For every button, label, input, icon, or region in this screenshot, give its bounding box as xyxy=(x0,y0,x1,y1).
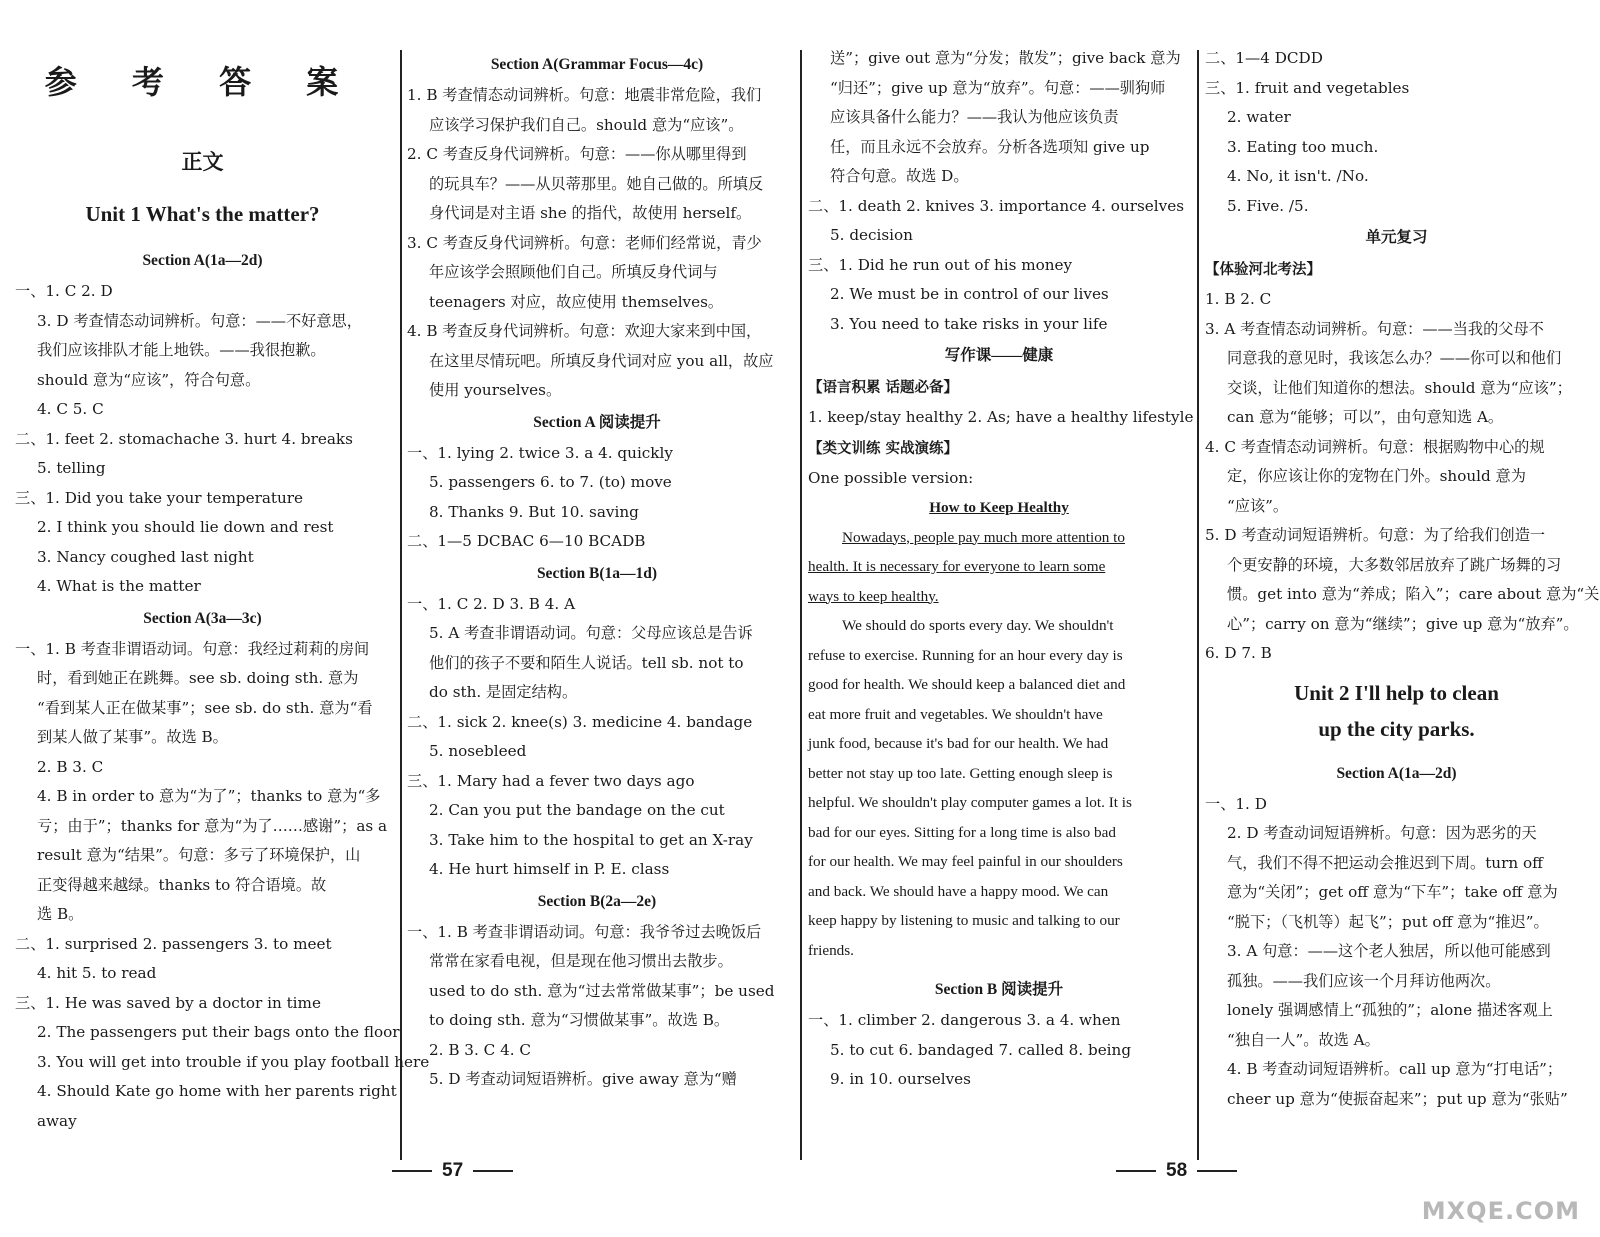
answer-line: 4. B in order to 意为“为了”；thanks to 意为“多 xyxy=(37,787,381,805)
column-divider xyxy=(400,50,402,1160)
answer-line: “应该”。 xyxy=(1227,496,1289,515)
essay-body xyxy=(808,611,1190,965)
essay-line: We should do sports every day. We shouldn't xyxy=(842,617,1114,634)
answer-line: 3. Nancy coughed last night xyxy=(37,547,254,566)
essay-line: eat more fruit and vegetables. We shouldn't have xyxy=(808,705,1103,723)
answer-line: 2. We must be in control of our lives xyxy=(830,285,1109,303)
answer-line: 3. You need to take risks in your life xyxy=(830,314,1108,333)
section-heading: Section B(1a—1d) xyxy=(536,564,658,582)
answer-line: 8. Thanks 9. But 10. saving xyxy=(429,502,639,521)
answer-line: 身代词是对主语 she 的指代，故使用 herself。 xyxy=(429,204,752,222)
answer-line: 二、1. death 2. knives 3. importance 4. ourselves xyxy=(808,196,1184,215)
answer-line: 2. I think you should lie down and rest xyxy=(37,518,334,536)
answer-line: 亏；由于”；thanks for 意为“为了……感谢”；as a xyxy=(37,816,388,835)
column-divider xyxy=(800,50,802,1160)
answer-line: 5. A 考查非谓语动词。句意：父母应该总是告诉 xyxy=(429,624,753,642)
section-heading: Section A(1a—2d) xyxy=(142,252,263,269)
section-heading: Section A 阅读提升 xyxy=(533,413,661,431)
essay-intro-line: ways to keep healthy. xyxy=(808,587,939,605)
answer-line: 4. hit 5. to read xyxy=(37,964,157,982)
answer-line: 一、1. lying 2. twice 3. a 4. quickly xyxy=(407,443,673,462)
answer-line: 2. C 考查反身代词辨析。句意：——你从哪里得到 xyxy=(407,145,747,163)
answer-line: 3. Eating too much. xyxy=(1227,137,1379,156)
answer-line: 使用 yourselves。 xyxy=(429,381,562,399)
answer-line: 三、1. Did he run out of his money xyxy=(808,255,1073,274)
answer-line: to doing sth. 意为“习惯做某事”。故选 B。 xyxy=(429,1011,730,1029)
answer-line: should 意为“应该”，符合句意。 xyxy=(37,370,261,389)
answer-line: “归还”；give up 意为“放弃”。句意：——驯狗师 xyxy=(830,78,1166,97)
column-2-lines xyxy=(407,48,787,1095)
answer-line: 4. Should Kate go home with her parents right xyxy=(37,1082,397,1100)
answer-line: 二、1. feet 2. stomachache 3. hurt 4. breaks xyxy=(15,429,353,448)
column-1 xyxy=(15,52,430,1162)
bracket-heading: 【体验河北考法】 xyxy=(1205,261,1321,278)
answer-line: 5. to cut 6. bandaged 7. called 8. being xyxy=(830,1040,1132,1059)
page-title: 参 考 答 案 xyxy=(44,63,361,101)
answer-line: 5. nosebleed xyxy=(429,742,527,760)
answer-line: teenagers 对应，故应使用 themselves。 xyxy=(429,292,724,311)
page-number-left: 57 xyxy=(382,1160,523,1182)
answer-line: 心”；carry on 意为“继续”；give up 意为“放弃”。 xyxy=(1227,614,1579,633)
answer-line: 2. D 考查动词短语辨析。句意：因为恶劣的天 xyxy=(1227,824,1537,842)
answer-line: 5. decision xyxy=(830,226,913,244)
answer-line: result 意为“结果”。句意：多亏了环境保护，山 xyxy=(37,846,361,864)
answer-line: 5. D 考查动词短语辨析。give away 意为“赠 xyxy=(429,1070,737,1088)
answer-line: do sth. 是固定结构。 xyxy=(429,683,578,701)
section-heading: Section A(Grammar Focus—4c) xyxy=(490,56,704,73)
answer-line: 个更安静的环境，大多数邻居放弃了跳广场舞的习 xyxy=(1227,555,1562,574)
answer-line: 4. What is the matter xyxy=(37,577,201,595)
main-text-heading: 正文 xyxy=(181,149,224,174)
unit-1-title: Unit 1 What's the matter? xyxy=(85,202,320,226)
answer-line: 二、1. surprised 2. passengers 3. to meet xyxy=(15,934,332,953)
unit-2-title-line-1: Unit 2 I'll help to clean xyxy=(1294,680,1499,705)
answer-line: 3. A 考查情态动词辨析。句意：——当我的父母不 xyxy=(1205,319,1544,338)
answer-line: 4. C 5. C xyxy=(37,400,104,418)
essay-line: friends. xyxy=(808,941,854,959)
page-number-right: 58 xyxy=(1106,1160,1247,1182)
bracket-heading: 【语言积累 话题必备】 xyxy=(808,379,959,396)
answer-line: 5. Five. /5. xyxy=(1227,196,1309,215)
section-heading: 写作课——健康 xyxy=(944,347,1054,364)
answer-line: “脱下；（飞机等）起飞”；put off 意为“推迟”。 xyxy=(1227,912,1549,931)
answer-line: used to do sth. 意为“过去常常做某事”；be used xyxy=(429,981,775,1000)
section-heading: 单元复习 xyxy=(1365,229,1428,246)
essay-line: keep happy by listening to music and talking to our xyxy=(808,912,1120,929)
answer-line: 气，我们不得不把运动会推迟到下周。turn off xyxy=(1227,853,1543,872)
answer-line: 2. The passengers put their bags onto the floor xyxy=(37,1023,400,1041)
answer-line: 3. C 考查反身代词辨析。句意：老师们经常说，青少 xyxy=(407,233,762,252)
section-heading: Section B(2a—2e) xyxy=(537,892,657,910)
answer-line: 一、1. C 2. D 3. B 4. A xyxy=(407,594,576,613)
answer-line: 3. D 考查情态动词辨析。句意：——不好意思， xyxy=(37,311,362,330)
answer-line: 交谈，让他们知道你的想法。should 意为“应该”； xyxy=(1227,378,1572,397)
essay-title: How to Keep Healthy xyxy=(929,499,1069,516)
answer-line: 定，你应该让你的宠物在门外。should 意为 xyxy=(1227,467,1526,485)
column-4 xyxy=(1205,44,1600,1154)
essay-line: and back. We should have a happy mood. We can xyxy=(808,882,1109,900)
answer-line: 同意我的意见时，我该怎么办？——你可以和他们 xyxy=(1227,349,1562,367)
answer-line: 2. B 3. C xyxy=(37,757,104,776)
essay-intro-line: Nowadays, people pay much more attention to xyxy=(842,528,1126,546)
essay-line: junk food, because it's bad for our health. We had xyxy=(808,735,1109,752)
column-3 xyxy=(808,44,1194,1154)
answer-line: 一、1. B 考查非谓语动词。句意：我经过莉莉的房间 xyxy=(15,639,370,658)
section-heading: Section A(1a—2d) xyxy=(1336,764,1457,782)
essay-line: better not stay up too late. Getting enough sleep is xyxy=(808,764,1113,782)
column-4-lines xyxy=(1205,44,1600,669)
answer-line: 4. He hurt himself in P. E. class xyxy=(429,860,670,878)
essay-line: for our health. We may feel painful in our shoulders xyxy=(808,853,1123,870)
answer-line: 4. B 考查动词短语辨析。call up 意为“打电话”； xyxy=(1227,1060,1563,1078)
answer-line: 三、1. He was saved by a doctor in time xyxy=(15,993,321,1012)
answer-line: 一、1. B 考查非谓语动词。句意：我爷爷过去晚饭后 xyxy=(407,922,762,941)
answer-line: “看到某人正在做某事”；see sb. do sth. 意为“看 xyxy=(37,698,373,717)
answer-line: 符合句意。故选 D。 xyxy=(830,167,969,185)
answer-line: 送”；give out 意为“分发；散发”；give back 意为 xyxy=(830,49,1181,67)
answer-line: 2. Can you put the bandage on the cut xyxy=(429,801,725,819)
answer-line: 1. B 2. C xyxy=(1205,290,1272,308)
answer-line: 3. Take him to the hospital to get an X-ray xyxy=(429,830,753,849)
answer-line: away xyxy=(37,1111,77,1130)
answer-line: 他们的孩子不要和陌生人说话。tell sb. not to xyxy=(429,653,744,672)
answer-line: 惯。get into 意为“养成；陷入”；care about 意为“关 xyxy=(1227,585,1600,603)
answer-line: 一、1. climber 2. dangerous 3. a 4. when xyxy=(808,1011,1121,1029)
answer-line: 的玩具车？——从贝蒂那里。她自己做的。所填反 xyxy=(429,174,764,193)
column-4-tail xyxy=(1205,757,1588,1115)
bracket-heading: 【类文训练 实战演练】 xyxy=(808,439,959,457)
answer-line: 到某人做了某事”。故选 B。 xyxy=(37,728,228,746)
answer-line: 应该学习保护我们自己。should 意为“应该”。 xyxy=(429,115,744,134)
answer-line: 正变得越来越绿。thanks to 符合语境。故 xyxy=(37,875,327,894)
answer-line: 时，看到她正在跳舞。see sb. doing sth. 意为 xyxy=(37,669,359,687)
answer-line: 1. keep/stay healthy 2. As; have a healthy lifestyle xyxy=(808,408,1194,426)
answer-line: cheer up 意为“使振奋起来”；put up 意为“张贴” xyxy=(1227,1089,1568,1108)
answer-line: 4. B 考查反身代词辨析。句意：欢迎大家来到中国， xyxy=(407,322,762,340)
column-1-lines xyxy=(15,244,430,1136)
section-heading: Section A(3a—3c) xyxy=(143,609,262,627)
column-3-lines xyxy=(808,44,1194,493)
answer-line: 孤独。——我们应该一个月拜访他两次。 xyxy=(1227,971,1501,990)
answer-line: 常常在家看电视，但是现在他习惯出去散步。 xyxy=(429,952,733,970)
section-heading: Section B 阅读提升 xyxy=(934,981,1064,998)
answer-line: 二、1—4 DCDD xyxy=(1205,49,1323,67)
answer-line: 1. B 考查情态动词辨析。句意：地震非常危险，我们 xyxy=(407,86,762,104)
answer-line: 6. D 7. B xyxy=(1205,644,1272,662)
answer-line: 选 B。 xyxy=(37,905,84,923)
essay-line: helpful. We shouldn't play computer games a lot. It is xyxy=(808,794,1132,811)
answer-line: 三、1. Did you take your temperature xyxy=(15,488,304,507)
essay-line: good for health. We should keep a balanced diet and xyxy=(808,676,1126,693)
answer-line: 5. D 考查动词短语辨析。句意：为了给我们创造一 xyxy=(1205,526,1546,544)
answer-line: One possible version: xyxy=(808,468,974,487)
answer-line: 一、1. C 2. D xyxy=(15,282,113,300)
answer-line: 4. C 考查情态动词辨析。句意：根据购物中心的规 xyxy=(1205,437,1545,456)
essay-line: bad for our eyes. Sitting for a long time is also bad xyxy=(808,823,1116,841)
unit-2-title-line-2: up the city parks. xyxy=(1318,716,1475,741)
answer-line: 在这里尽情玩吧。所填反身代词对应 you all，故应 xyxy=(429,351,774,370)
column-3-tail xyxy=(808,973,1190,1095)
answer-line: 意为“关闭”；get off 意为“下车”；take off 意为 xyxy=(1227,883,1558,901)
answer-line: 2. B 3. C 4. C xyxy=(429,1040,532,1059)
essay-intro xyxy=(808,523,1190,612)
column-divider xyxy=(1197,50,1199,1160)
essay-intro-line: health. It is necessary for everyone to learn some xyxy=(808,558,1106,575)
answer-line: 一、1. D xyxy=(1205,794,1267,813)
answer-line: “独自一人”。故选 A。 xyxy=(1227,1030,1380,1049)
answer-line: 3. You will get into trouble if you play football here xyxy=(37,1052,430,1071)
answer-line: 应该具备什么能力？——我认为他应该负责 xyxy=(830,108,1119,126)
answer-line: can 意为“能够；可以”，由句意知选 A。 xyxy=(1227,408,1504,426)
answer-line: 2. water xyxy=(1227,108,1291,126)
answer-line: 年应该学会照顾他们自己。所填反身代词与 xyxy=(429,263,718,281)
answer-line: 3. A 句意：——这个老人独居，所以他可能感到 xyxy=(1227,942,1551,960)
answer-line: 5. telling xyxy=(37,459,106,477)
answer-line: 三、1. fruit and vegetables xyxy=(1205,78,1410,97)
watermark-logo: MXQE.COM xyxy=(1421,1197,1580,1225)
column-2 xyxy=(407,48,787,1158)
answer-line: 5. passengers 6. to 7. (to) move xyxy=(429,473,672,491)
answer-line: 我们应该排队才能上地铁。——我很抱歉。 xyxy=(37,341,326,359)
answer-line: 二、1. sick 2. knee(s) 3. medicine 4. bandage xyxy=(407,712,753,731)
answer-line: 二、1—5 DCBAC 6—10 BCADB xyxy=(407,532,646,550)
answer-line: 三、1. Mary had a fever two days ago xyxy=(407,771,695,790)
answer-line: lonely 强调感情上“孤独的”；alone 描述客观上 xyxy=(1227,1001,1553,1019)
answer-line: 任，而且永远不会放弃。分析各选项知 give up xyxy=(830,137,1150,156)
essay-line: refuse to exercise. Running for an hour every day is xyxy=(808,646,1123,664)
answer-line: 4. No, it isn't. /No. xyxy=(1227,167,1369,185)
answer-line: 9. in 10. ourselves xyxy=(830,1070,971,1088)
